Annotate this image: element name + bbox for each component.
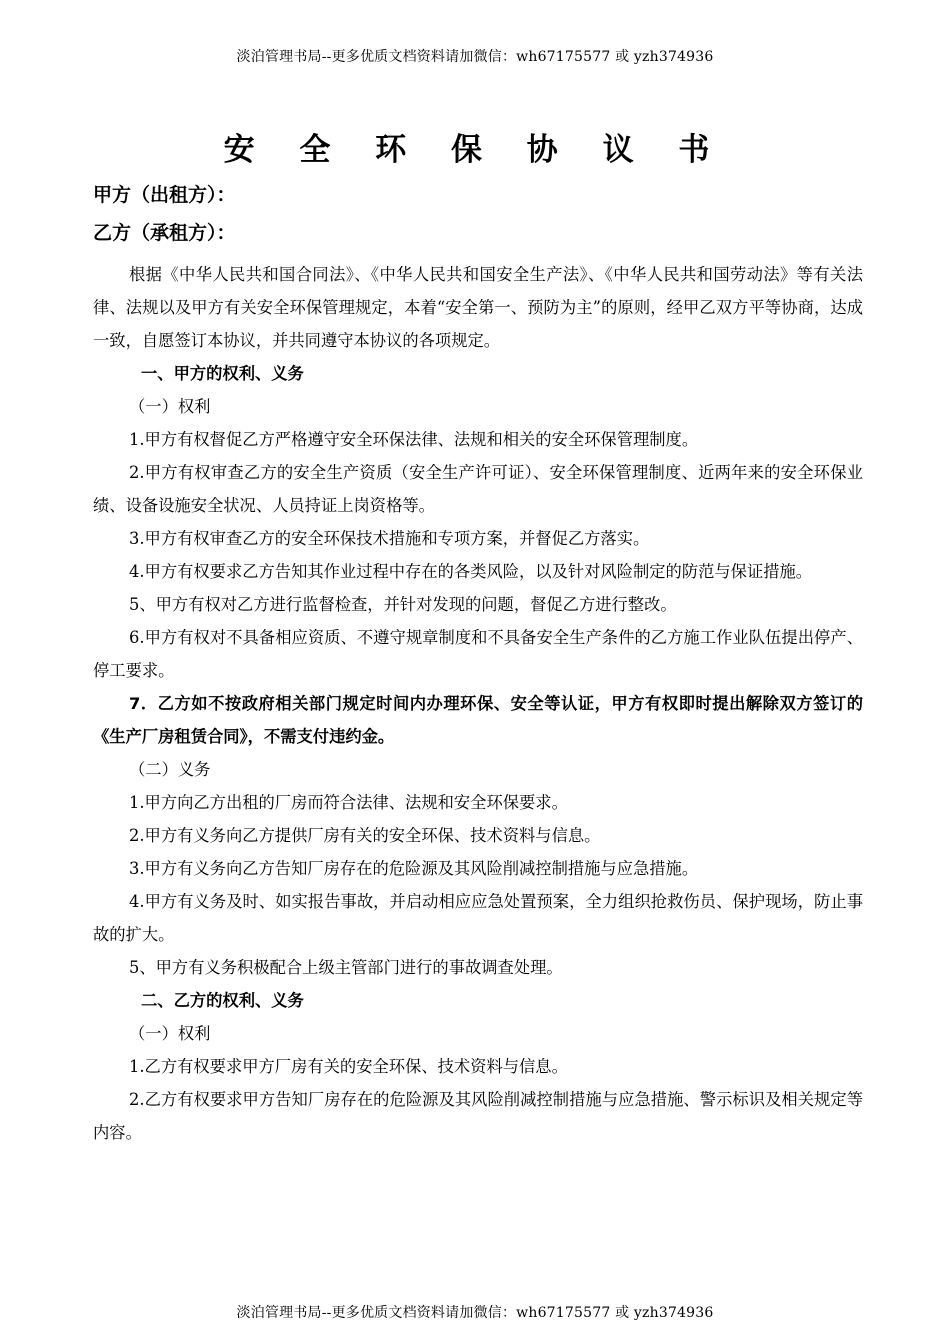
document-body: [93, 258, 863, 1149]
document-title: 安 全 环 保 协 议 书: [223, 132, 727, 168]
section-1-right-item-bold: 7．乙方如不按政府相关部门规定时间内办理环保、安全等认证，甲方有权即时提出解除双方签订的《生产厂房租赁合同》，不需支付违约金。: [93, 694, 863, 746]
section-1-duty-item: 4.甲方有义务及时、如实报告事故，并启动相应应急处置预案，全力组织抢救伤员、保护现场，防止事故的扩大。: [93, 892, 863, 944]
page-footer: 淡泊管理书局--更多优质文档资料请加微信：wh67175577 或 yzh374936: [236, 1305, 714, 1321]
section-1-right-item: 4.甲方有权要求乙方告知其作业过程中存在的各类风险，以及针对风险制定的防范与保证措施。: [129, 562, 813, 581]
section-2-right-item: 2.乙方有权要求甲方告知厂房存在的危险源及其风险削减控制措施与应急措施、警示标识及相关规定等内容。: [93, 1090, 863, 1142]
intro-paragraph: 根据《中华人民共和国合同法》、《中华人民共和国安全生产法》、《中华人民共和国劳动法》等有关法律、法规以及甲方有关安全环保管理规定，本着“安全第一、预防为主”的原则，经甲乙双方平等协商，达成一致，自愿签订本协议，并共同遵守本协议的各项规定。: [93, 265, 863, 350]
section-1-right-item: 6.甲方有权对不具备相应资质、不遵守规章制度和不具备安全生产条件的乙方施工作业队伍提出停产、停工要求。: [93, 628, 863, 680]
section-1-right-item: 2.甲方有权审查乙方的安全生产资质（安全生产许可证）、安全环保管理制度、近两年来的安全环保业绩、设备设施安全状况、人员持证上岗资格等。: [93, 463, 863, 515]
section-2-right-item: 1.乙方有权要求甲方厂房有关的安全环保、技术资料与信息。: [129, 1057, 568, 1076]
party-a-label: 甲方（出租方）：: [93, 184, 236, 206]
section-1-heading: 一、甲方的权利、义务: [141, 364, 304, 383]
section-1-right-item: 3.甲方有权审查乙方的安全环保技术措施和专项方案，并督促乙方落实。: [129, 529, 650, 548]
page-header: 淡泊管理书局--更多优质文档资料请加微信：wh67175577 或 yzh374936: [236, 49, 714, 65]
section-1-duty-item: 2.甲方有义务向乙方提供厂房有关的安全环保、技术资料与信息。: [129, 826, 601, 845]
section-1-duty-item: 1.甲方向乙方出租的厂房而符合法律、法规和安全环保要求。: [129, 793, 568, 812]
section-1-duties-heading: （二）义务: [129, 760, 211, 779]
section-1-right-item: 5、甲方有权对乙方进行监督检查，并针对发现的问题，督促乙方进行整改。: [129, 595, 677, 614]
section-1-right-item: 1.甲方有权督促乙方严格遵守安全环保法律、法规和相关的安全环保管理制度。: [129, 430, 699, 449]
section-1-duty-item: 5、甲方有义务积极配合上级主管部门进行的事故调查处理。: [129, 958, 563, 977]
section-1-duty-item: 3.甲方有义务向乙方告知厂房存在的危险源及其风险削减控制措施与应急措施。: [129, 859, 699, 878]
section-2-heading: 二、乙方的权利、义务: [141, 991, 304, 1010]
section-2-rights-heading: （一）权利: [129, 1024, 211, 1043]
party-b-label: 乙方（承租方）：: [93, 222, 236, 244]
section-1-rights-heading: （一）权利: [129, 397, 211, 416]
